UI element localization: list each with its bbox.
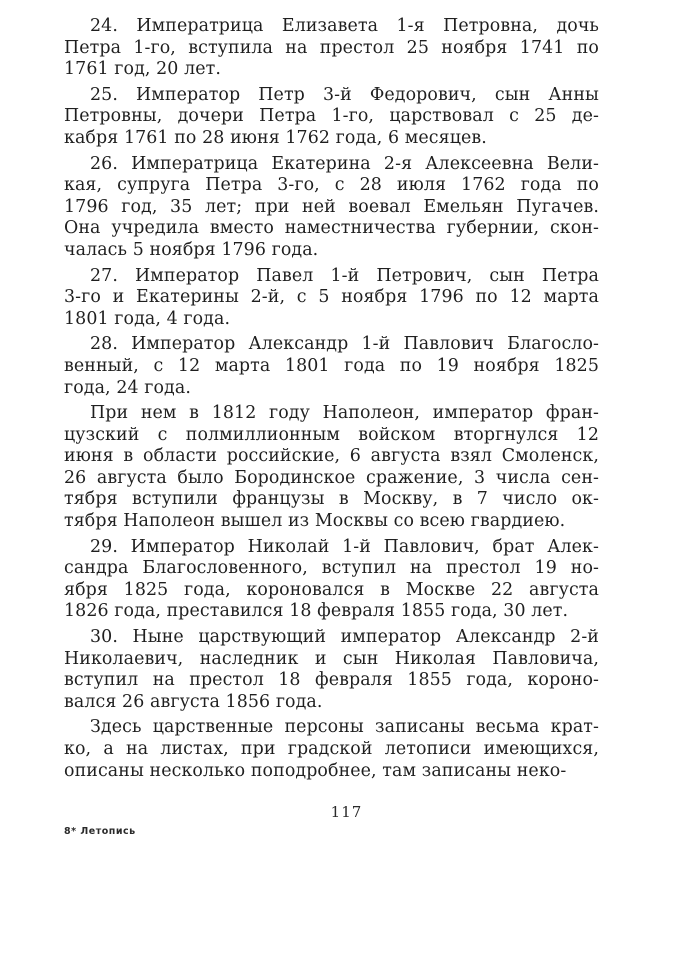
text-line: Петровны, дочери Петра 1-го, царствовал с 25 де- — [64, 106, 599, 127]
text-line: 24. Императрица Елизавета 1-я Петровна, дочь — [90, 16, 599, 36]
text-line: венный, с 12 марта 1801 года по 19 ноября 1825 — [64, 355, 599, 376]
text-line: вался 26 августа 1856 года. — [64, 691, 323, 712]
paragraph — [64, 403, 599, 533]
text-line: 1796 год, 35 лет; при ней воевал Емельян Пугачев. — [64, 196, 599, 217]
text-line: 29. Император Николай 1-й Павлович, брат Алек- — [90, 536, 599, 557]
body-text — [64, 16, 599, 782]
text-line: года, 24 года. — [64, 377, 191, 398]
text-line: 26 августа было Бородинское сражение, 3 числа сен- — [64, 467, 599, 488]
text-line: 30. Ныне царствующий император Александр 2-й — [90, 627, 599, 648]
text-line: При нем в 1812 году Наполеон, император фран- — [90, 403, 599, 424]
paragraph — [64, 266, 599, 331]
text-line: 3-го и Екатерины 2-й, с 5 ноября 1796 по 12 марта — [64, 287, 599, 308]
text-line: 1826 года, преставился 18 февраля 1855 года, 30 лет. — [64, 601, 569, 622]
text-line: тября вступили французы в Москву, в 7 число ок- — [64, 489, 599, 510]
text-line: 28. Император Александр 1-й Павлович Благосло- — [90, 334, 599, 355]
text-line: Здесь царственные персоны записаны весьма крат- — [90, 717, 599, 738]
printer-signature-mark: 8* Летопись — [64, 826, 136, 837]
paragraph — [64, 85, 599, 150]
paragraph — [64, 537, 599, 623]
text-line: 1801 года, 4 года. — [64, 308, 231, 329]
paragraph — [64, 717, 599, 782]
text-line: Она учредила вместо наместничества губернии, скон- — [64, 218, 599, 239]
text-line: описаны несколько поподробнее, там записаны неко- — [64, 760, 567, 781]
text-line: 25. Император Петр 3-й Федорович, сын Анны — [90, 84, 599, 105]
paragraph — [64, 334, 599, 399]
text-line: вступил на престол 18 февраля 1855 года, короно- — [64, 670, 599, 691]
page-number: 117 — [330, 803, 363, 821]
text-line: июня в области российские, 6 августа взял Смоленск, — [64, 446, 599, 467]
paragraph — [64, 16, 599, 81]
text-line: Николаевич, наследник и сын Николая Павловича, — [64, 648, 599, 669]
text-line: сандра Благословенного, вступил на престол 19 но- — [64, 558, 599, 579]
text-line: Петра 1-го, вступила на престол 25 ноября 1741 по — [64, 37, 599, 58]
text-line: тября Наполеон вышел из Москвы со всею гвардиею. — [64, 511, 566, 532]
text-line: кабря 1761 по 28 июня 1762 года, 6 месяцев. — [64, 127, 487, 148]
text-line: 26. Императрица Екатерина 2-я Алексеевна Вели- — [90, 153, 599, 174]
text-line: 1761 год, 20 лет. — [64, 59, 221, 80]
text-line: кая, супруга Петра 3-го, с 28 июля 1762 года по — [64, 175, 599, 196]
text-line: 27. Император Павел 1-й Петрович, сын Петра — [90, 265, 599, 286]
text-line: чалась 5 ноября 1796 года. — [64, 239, 319, 260]
paragraph — [64, 627, 599, 713]
paragraph — [64, 154, 599, 262]
text-line: ября 1825 года, короновался в Москве 22 августа — [64, 579, 599, 600]
text-line: цузский с полмиллионным войском вторгнулся 12 — [64, 424, 599, 445]
text-line: ко, а на листах, при градской летописи имеющихся, — [64, 739, 599, 759]
